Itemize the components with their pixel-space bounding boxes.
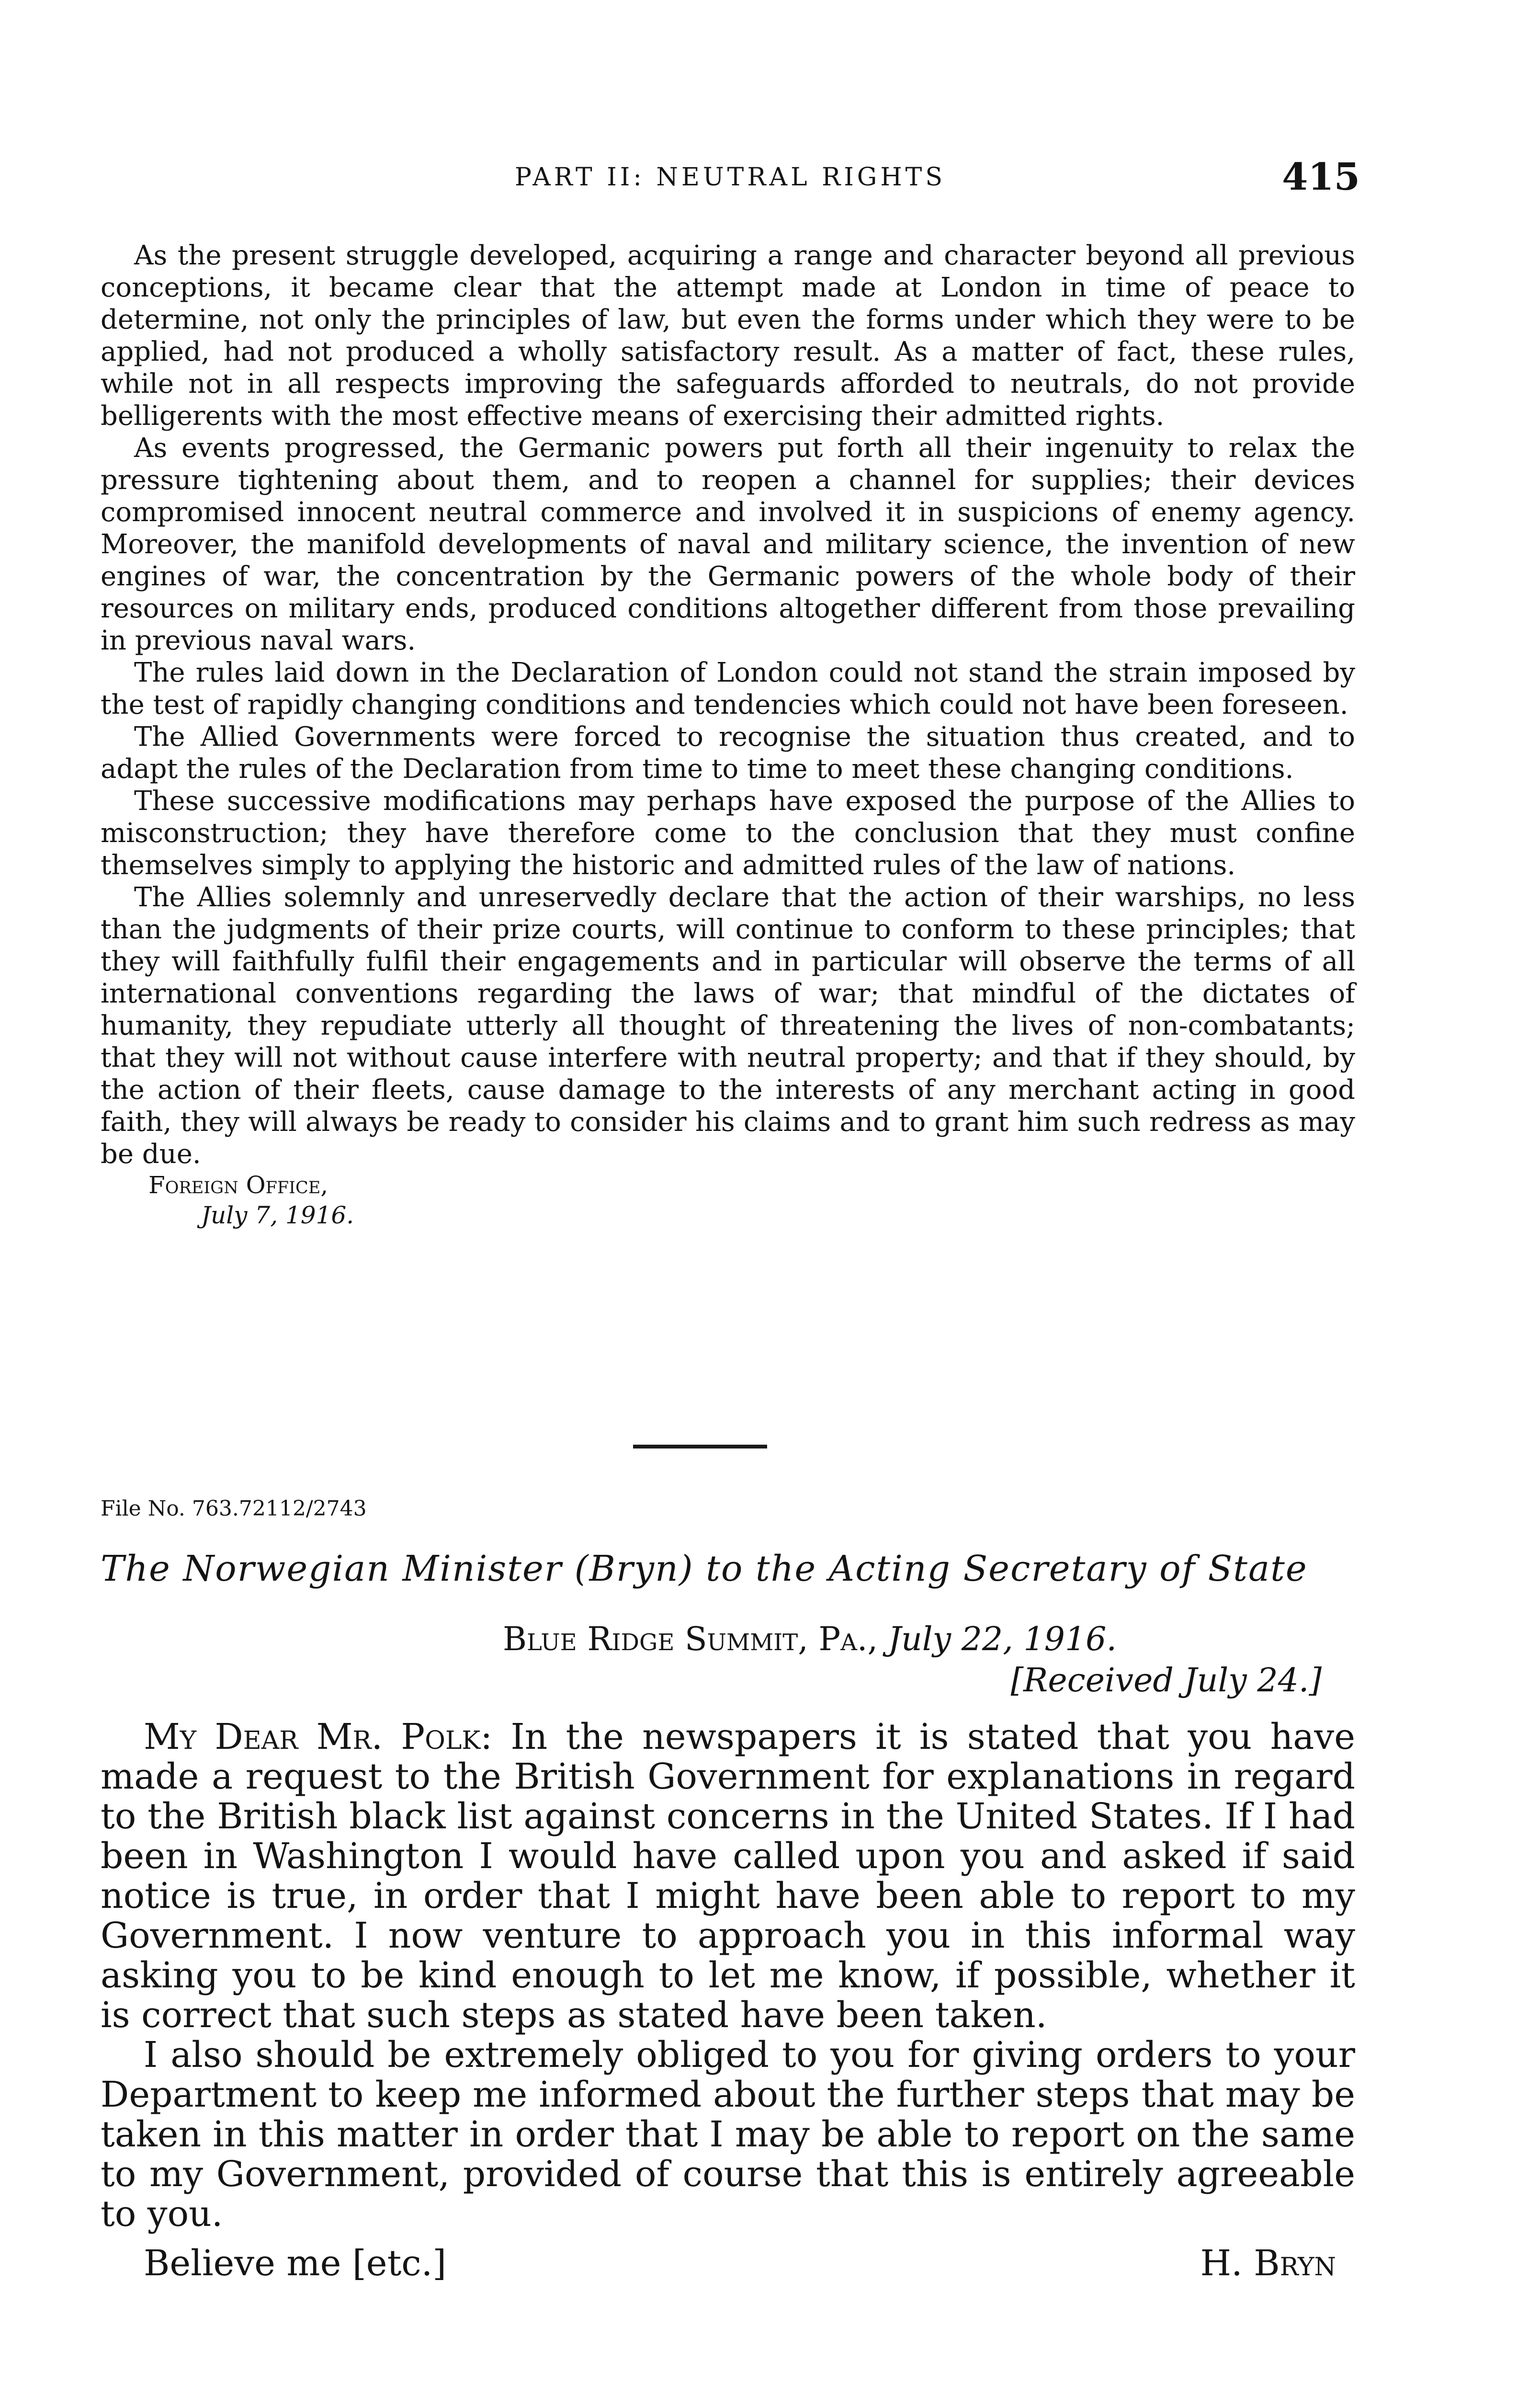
paragraph: The Allied Governments were forced to recognise the situation thus created, and to adapt the rules of the Declaration from time to time to meet these changing conditions. bbox=[101, 721, 1355, 785]
page-number: 415 bbox=[1282, 155, 1360, 199]
signoff-office: Foreign Office, bbox=[148, 1171, 328, 1199]
declaration-text bbox=[101, 240, 1355, 1231]
signature: H. Bryn bbox=[1200, 2243, 1336, 2284]
paragraph: As the present struggle developed, acquiring a range and character beyond all previous conceptions, it became clear that the attempt made at London in time of peace to determine, not only the principles of law, but even the forms under which they were to be applied, had not produced a wholly satisfactory result. As a matter of fact, these rules, while not in all respects improving the safeguards afforded to neutrals, do not provide belligerents with the most effective means of exercising their admitted rights. bbox=[101, 240, 1355, 432]
dateline bbox=[503, 1619, 1336, 1701]
letter-body bbox=[101, 1717, 1355, 2234]
letter-paragraph bbox=[101, 1717, 1355, 2035]
section-divider bbox=[633, 1445, 767, 1448]
paragraph: The Allies solemnly and unreservedly declare that the action of their warships, no less than the judgments of their prize courts, will continue to conform to these principles; that they will faithfully fulfil their engagements and in particular will observe the terms of all international conventions regarding the laws of war; that mindful of the dictates of humanity, they repudiate utterly all thought of threatening the lives of non-combatants; that they will not without cause interfere with neutral property; and that if they should, by the action of their fleets, cause damage to the interests of any merchant acting in good faith, they will always be ready to consider his claims and to grant him such redress as may be due. bbox=[101, 882, 1355, 1170]
dateline-line bbox=[503, 1619, 1336, 1660]
document-title: The Norwegian Minister (Bryn) to the Acting Secretary of State bbox=[101, 1548, 1308, 1589]
paragraph: These successive modifications may perhaps have exposed the purpose of the Allies to misconstruction; they have therefore come to the conclusion that they must confine themselves simply to applying the historic and admitted rules of the law of nations. bbox=[101, 786, 1355, 881]
page-header bbox=[101, 156, 1360, 199]
letter-closing bbox=[144, 2242, 1360, 2285]
letter-paragraph-text: In the newspapers it is stated that you have made a request to the British Government for explanations in regard to the British black list against concerns in the United States. If I had been in Washington I would have called upon you and asked if said notice is true, in order that I might have been able to report to my Government. I now venture to approach you in this informal way asking you to be kind enough to let me know, if possible, whether it is correct that such steps as stated have been taken. bbox=[101, 1716, 1356, 2036]
received-date: [Received July 24.] bbox=[1010, 1662, 1322, 1699]
closing-phrase: Believe me [etc.] bbox=[144, 2243, 447, 2284]
letter-paragraph: I also should be extremely obliged to you for giving orders to your Department to keep me informed about the further steps that may be taken in this matter in order that I may be able to report on the same to my Government, provided of course that this is entirely agreeable to you. bbox=[101, 2034, 1355, 2235]
signoff-date: July 7, 1916. bbox=[201, 1201, 354, 1229]
salutation: My Dear Mr. Polk: bbox=[144, 1716, 493, 1757]
dateline-date: July 22, 1916. bbox=[888, 1620, 1117, 1658]
dateline-place: Blue Ridge Summit, Pa., bbox=[503, 1620, 878, 1658]
paragraph: The rules laid down in the Declaration of London could not stand the strain imposed by the test of rapidly changing conditions and tendencies which could not have been foreseen. bbox=[101, 657, 1355, 720]
running-head: PART II: NEUTRAL RIGHTS bbox=[515, 163, 946, 192]
paragraph: As events progressed, the Germanic powers put forth all their ingenuity to relax the pressure tightening about them, and to reopen a channel for supplies; their devices compromised innocent neutral commerce and involved it in suspicions of enemy agency. Moreover, the manifold developments of naval and military science, the invention of new engines of war, the concentration by the Germanic powers of the whole body of their resources on military ends, produced conditions altogether different from those prevailing in previous naval wars. bbox=[101, 433, 1355, 656]
file-number: File No. 763.72112/2743 bbox=[101, 1496, 367, 1521]
